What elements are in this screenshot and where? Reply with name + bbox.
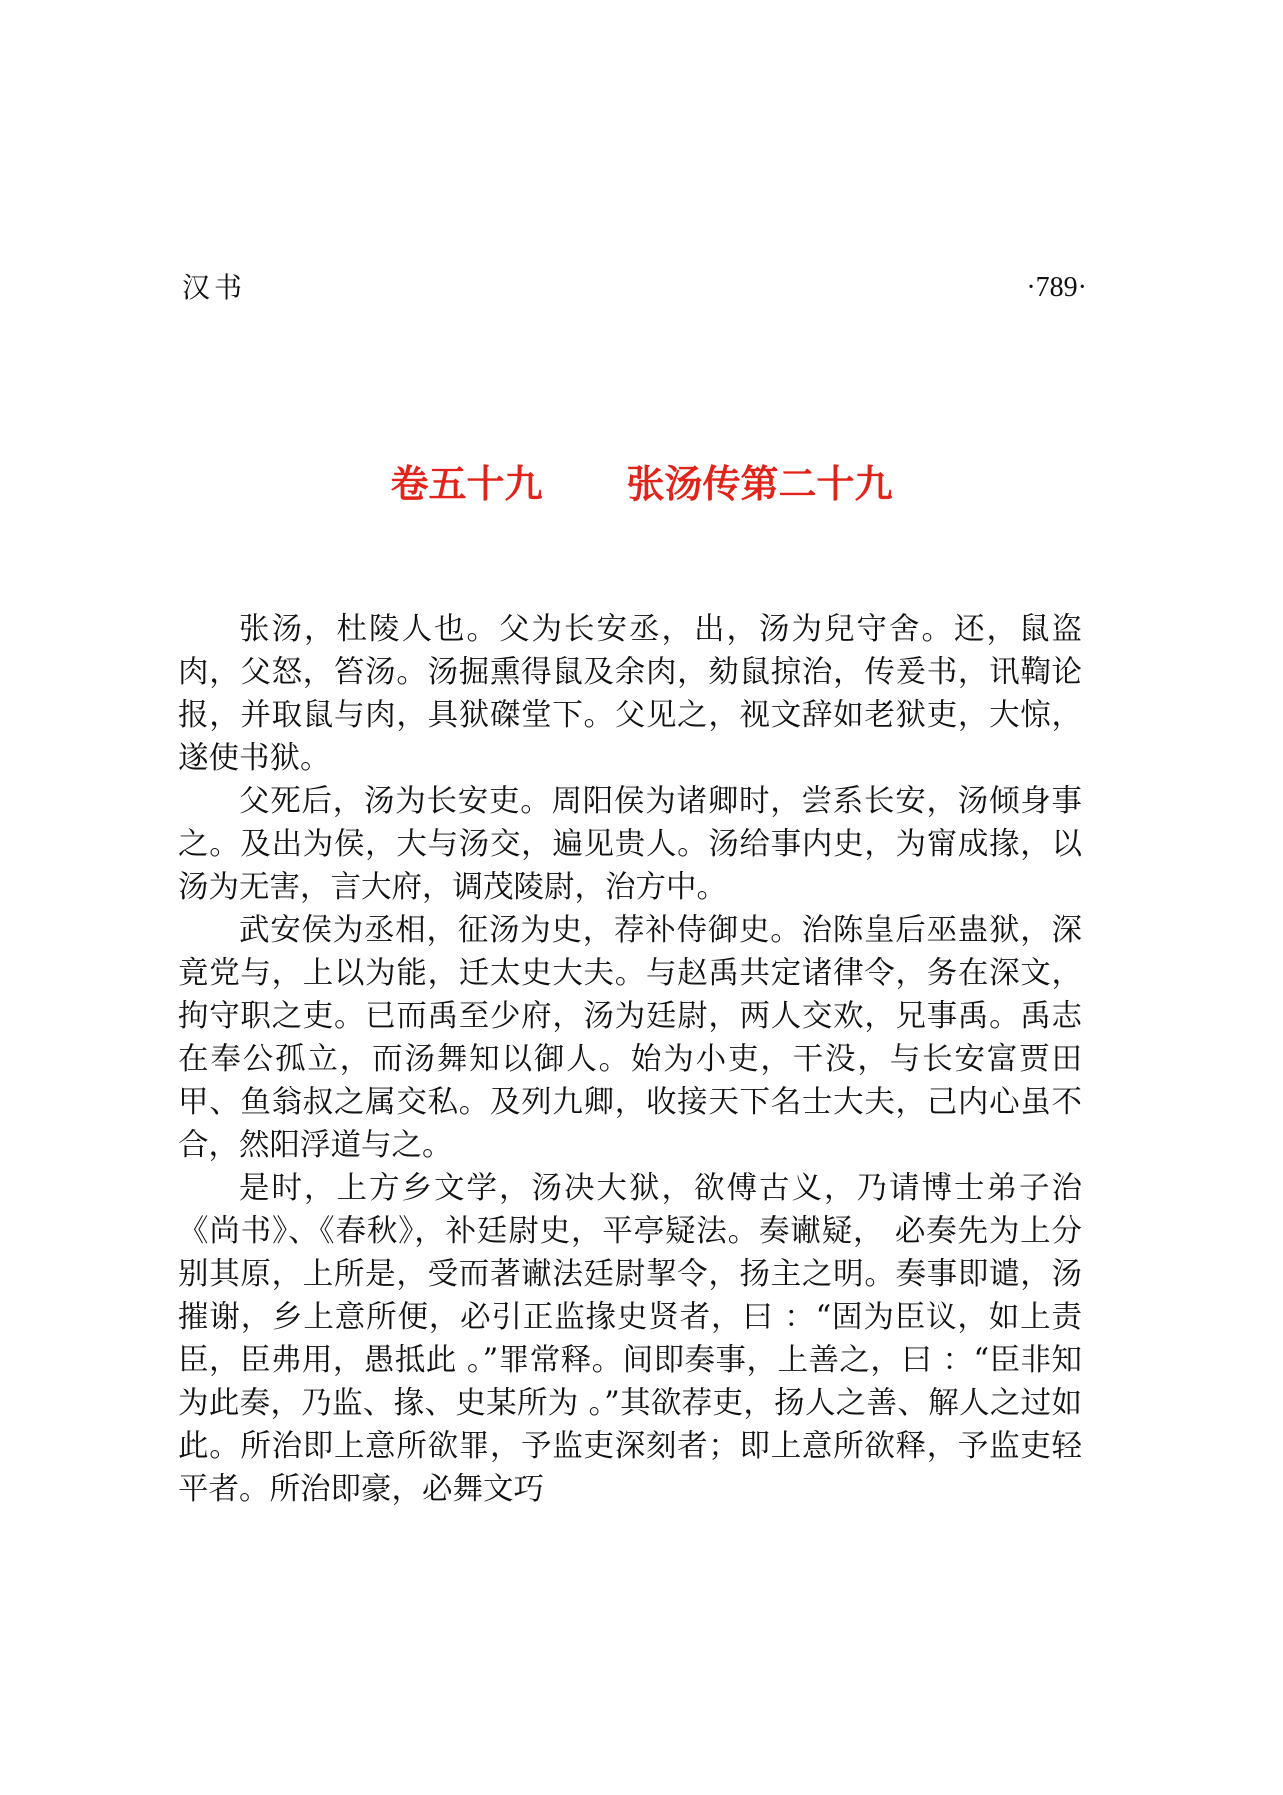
paragraph: 是时，上方乡文学，汤决大狱，欲傅古义，乃请博士弟子治《尚书》、《春秋》，补廷尉史，平亭疑法。奏谳疑， 必奏先为上分别其原，上所是，受而著谳法廷尉挈令，扬主之明。奏事即谴，汤摧谢，乡上意所便，必引正监掾史贤者，曰 ：“固为臣议，如上责臣，臣弗用，愚抵此 。”罪常释。间即奏事，上善之，曰 ：“臣非知为此奏，乃监、掾、史某所为 。”其欲荐吏，扬人之善、解人之过如此。所治即上意所欲罪，予监吏深刻者；即上意所欲释，予监吏轻平者。所治即豪，必舞文巧 <box>178 1171 1082 1507</box>
paragraph: 武安侯为丞相，征汤为史，荐补侍御史。治陈皇后巫蛊狱，深竟党与，上以为能，迁太史大夫。与赵禹共定诸律令，务在深文，拘守职之吏。已而禹至少府，汤为廷尉，两人交欢，兄事禹。禹志在奉公孤立，而汤舞知以御人。始为小吏，干没，与长安富贾田甲、鱼翁叔之属交私。及列九卿，收接天下名士大夫，己内心虽不合，然阳浮道与之。 <box>178 913 1082 1163</box>
body-text <box>178 608 1082 1511</box>
book-name: 汉书 <box>182 271 247 304</box>
chapter-title <box>0 458 1283 510</box>
paragraph: 父死后，汤为长安吏。周阳侯为诸卿时，尝系长安，汤倾身事之。及出为侯，大与汤交，遍见贵人。汤给事内史，为甯成掾，以汤为无害，言大府，调茂陵尉，治方中。 <box>178 784 1082 905</box>
chapter-volume: 卷五十九 <box>390 462 543 506</box>
running-head <box>182 268 1087 308</box>
page-number: ·789· <box>1026 272 1087 303</box>
chapter-name: 张汤传第二十九 <box>626 462 893 506</box>
paragraph: 张汤，杜陵人也。父为长安丞，出，汤为兒守舍。还，鼠盗肉，父怒，笞汤。汤掘熏得鼠及余肉，劾鼠掠治，传爰书，讯鞫论报，并取鼠与肉，具狱磔堂下。父见之，视文辞如老狱吏，大惊，遂使书狱。 <box>178 612 1082 776</box>
